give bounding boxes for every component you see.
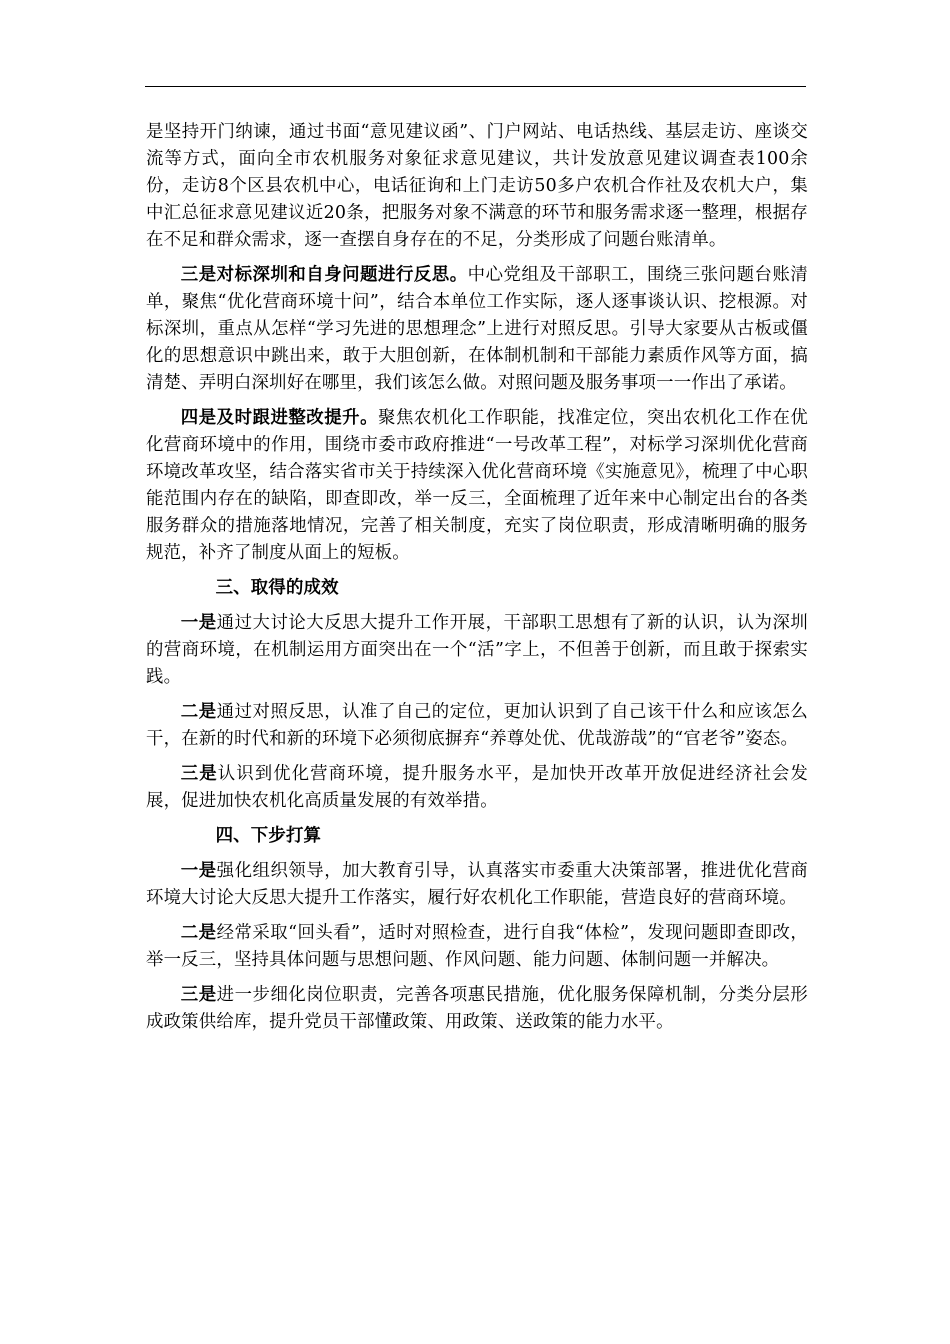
paragraph-item: [146, 982, 808, 1036]
paragraph-text: 认识到优化营商环境，提升服务水平，是加快开改革开放促进经济社会发展，促进加快农机化高质量发展的有效举措。: [146, 764, 808, 811]
paragraph-text: 中心党组及干部职工，围绕三张问题台账清单，聚焦“优化营商环境十问”，结合本单位工作实际，逐人逐事谈认识、挖根源。对标深圳，重点从怎样“学习先进的思想理念”上进行对照反思。引导大家要从古板或僵化的思想意识中跳出来，敢于大胆创新，在体制机制和干部能力素质作风等方面，搞清楚、弄明白深圳好在哪里，我们该怎么做。对照问题及服务事项一一作出了承诺。: [146, 265, 808, 393]
paragraph-text: 经常采取“回头看”，适时对照检查，进行自我“体检”，发现问题即查即改，举一反三，坚持具体问题与思想问题、作风问题、能力问题、体制问题一并解决。: [146, 923, 808, 970]
paragraph-text: 强化组织领导，加大教育引导，认真落实市委重大决策部署，推进优化营商环境大讨论大反思大提升工作落实，履行好农机化工作职能，营造良好的营商环境。: [146, 861, 808, 908]
paragraph-item: [146, 699, 808, 753]
paragraph-lead: 三是对标深圳和自身问题进行反思。: [180, 265, 468, 285]
paragraph-item: [146, 761, 808, 815]
paragraph-text: 进一步细化岗位职责，完善各项惠民措施，优化服务保障机制，分类分层形成政策供给库，提升党员干部懂政策、用政策、送政策的能力水平。: [146, 985, 808, 1032]
paragraph-item: [146, 858, 808, 912]
paragraph-text: 通过对照反思，认准了自己的定位，更加认识到了自己该干什么和应该怎么干，在新的时代和新的环境下必须彻底摒弃“养尊处优、优哉游哉”的“官老爷”姿态。: [146, 702, 808, 749]
section-heading-results: [146, 575, 808, 602]
section-heading-text: 四、下步打算: [215, 826, 322, 846]
paragraph-lead: 二是: [180, 923, 217, 943]
paragraph-lead: 一是: [180, 861, 217, 881]
paragraph-lead: 二是: [180, 702, 217, 722]
paragraph-lead: 四是及时跟进整改提升。: [180, 408, 379, 428]
paragraph-item: [146, 405, 808, 567]
section-heading-text: 三、取得的成效: [215, 578, 339, 598]
paragraph-text: 通过大讨论大反思大提升工作开展，干部职工思想有了新的认识，认为深圳的营商环境，在机制运用方面突出在一个“活”字上，不但善于创新，而且敢于探索实践。: [146, 613, 808, 687]
paragraph-lead: 三是: [180, 764, 218, 784]
paragraph-text: 是坚持开门纳谏，通过书面“意见建议函”、门户网站、电话热线、基层走访、座谈交流等方式，面向全市农机服务对象征求意见建议，共计发放意见建议调查表100余份，走访8个区县农机中心，电话征询和上门走访50多户农机合作社及农机大户，集中汇总征求意见建议近20条，把服务对象不满意的环节和服务需求逐一整理，根据存在不足和群众需求，逐一查摆自身存在的不足，分类形成了问题台账清单。: [146, 122, 808, 250]
section-heading-next-steps: [146, 823, 808, 850]
paragraph-text: 聚焦农机化工作职能，找准定位，突出农机化工作在优化营商环境中的作用，围绕市委市政府推进“一号改革工程”，对标学习深圳优化营商环境改革攻坚，结合落实省市关于持续深入优化营商环境《实施意见》，梳理了中心职能范围内存在的缺陷，即查即改，举一反三，全面梳理了近年来中心制定出台的各类服务群众的措施落地情况，完善了相关制度，充实了岗位职责，形成清晰明确的服务规范，补齐了制度从面上的短板。: [146, 408, 808, 563]
paragraph-item: [146, 920, 808, 974]
header-rule: [145, 86, 806, 87]
paragraph-lead: 一是: [180, 613, 217, 633]
document-body: [146, 119, 808, 1036]
paragraph-item: [146, 610, 808, 691]
paragraph-lead: 三是: [180, 985, 217, 1005]
paragraph-item: [146, 262, 808, 397]
paragraph-continued: [146, 119, 808, 254]
